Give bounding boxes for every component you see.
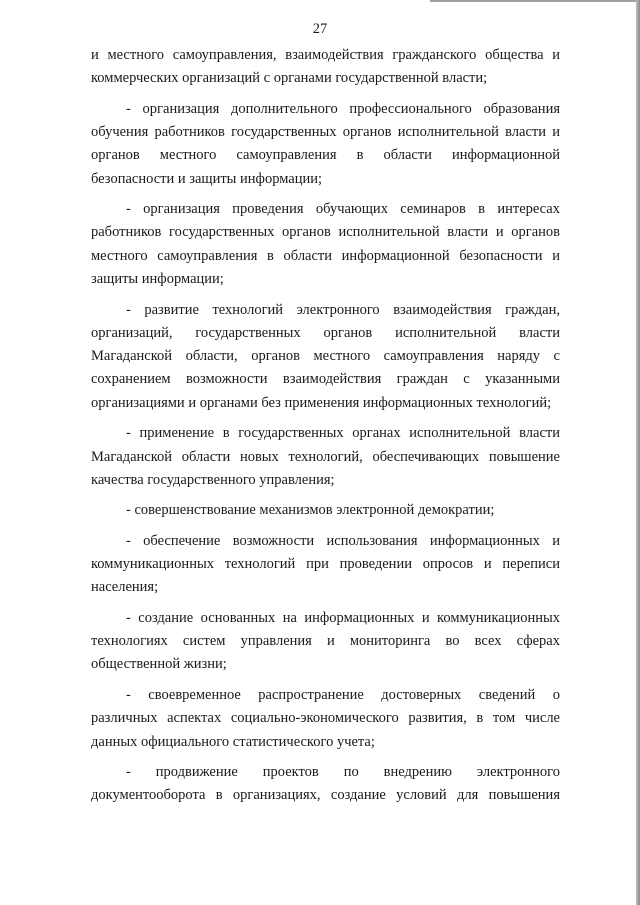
document-body	[91, 44, 560, 815]
scan-edge-top	[430, 0, 640, 2]
list-item: - применение в государственных органах исполнительной власти Магаданской области новых технологий, обеспечивающих повышение качества государственного управления;	[91, 425, 560, 488]
list-item: - создание основанных на информационных и коммуникационных технологиях систем управления и мониторинга во всех сферах общественной жизни;	[91, 609, 560, 673]
list-item: - своевременное распространение достоверных сведений о различных аспектах социально-экономического развития, в том числе данных официального статистического учета;	[91, 686, 560, 750]
scan-edge-right	[636, 0, 640, 905]
list-item: - организация проведения обучающих семинаров в интересах работников государственных органов исполнительной власти и органов местного самоуправления в области информационной безопасности и защиты информации;	[91, 201, 560, 288]
page-number: 27	[312, 21, 328, 37]
list-item: - развитие технологий электронного взаимодействия граждан, организаций, государственных органов исполнительной власти Магаданской области, органов местного самоуправления наряду с сохранением возможности взаимодействия граждан с указанными организациями и органами без применения информационных технологий;	[91, 301, 560, 411]
list-item: - обеспечение возможности использования информационных и коммуникационных технологий при проведении опросов и переписи населения;	[91, 532, 560, 596]
list-item: - совершенствование механизмов электронной демократии;	[126, 502, 495, 519]
list-item: - организация дополнительного профессионального образования обучения работников государственных органов исполнительной власти и органов местного самоуправления в области информационной безопасности и защиты информации;	[91, 100, 560, 187]
paragraph: и местного самоуправления, взаимодействия гражданского общества и коммерческих организаций с органами государственной власти;	[91, 47, 560, 87]
list-item: - продвижение проектов по внедрению электронного документооборота в организациях, создание условий для повышения	[91, 764, 560, 804]
